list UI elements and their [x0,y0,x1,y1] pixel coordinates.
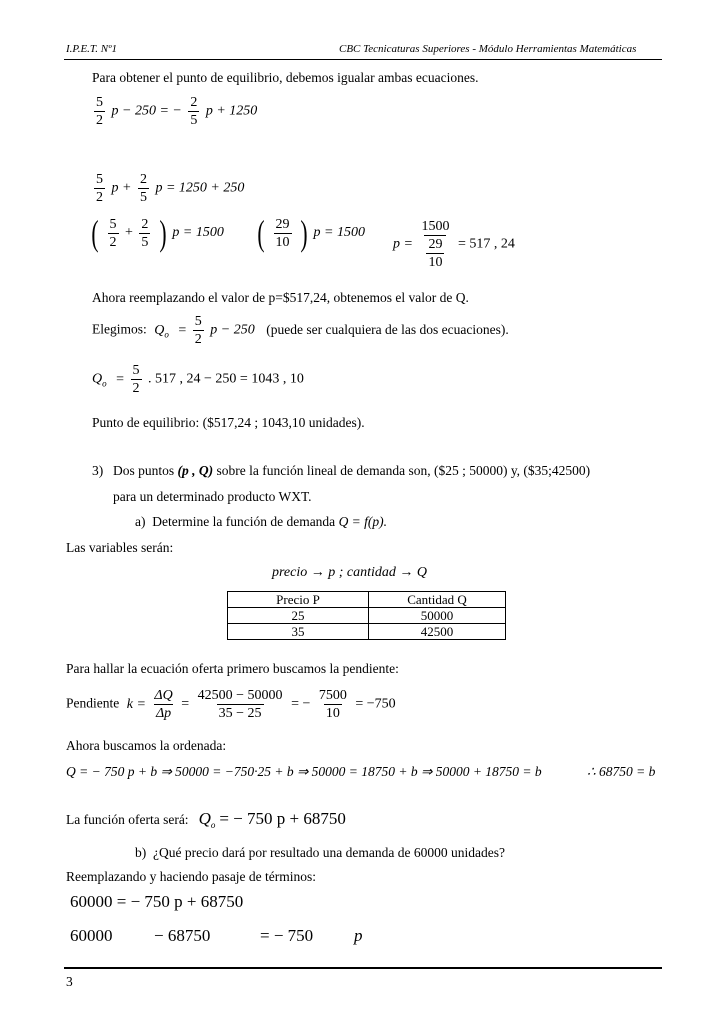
table-cell: 35 [228,624,369,640]
problem-3-line2: para un determinado producto WXT. [113,489,312,504]
intercept-equation: Q = − 750 p + b ⇒ 50000 = −750·25 + b ⇒ 50000 = 18750 + b ⇒ 50000 + 18750 = b [66,764,542,779]
equation-3b: ( $\frac{29}{10}$ ) p = 1500 [257,213,365,253]
choose-equation: Elegimos: $Q_o$ = $\frac{5}{2}$ p − 250 (puede ser cualquiera de las dos ecuaciones). [92,314,509,347]
problem-3-text: Dos puntos (p , Q) sobre la función lineal de demanda son, ($25 ; 50000) y, ($35;42500) [113,463,591,478]
variables-line: precio → p ; cantidad → Q [272,565,428,580]
intro-text: Para obtener el punto de equilibrio, debemos igualar ambas ecuaciones. [92,70,479,85]
intercept-intro: Ahora buscamos la ordenada: [66,738,227,753]
problem-3-number: 3) [92,463,104,478]
variables-label: Las variables serán: [66,540,174,555]
replace-text: Ahora reemplazando el valor de p=$517,24, obtenemos el valor de Q. [92,290,469,305]
slope-equation: Pendiente k = $\frac{\Delta Q}{\Delta p}$ = $\frac{42500 - 50000}{35 - 25}$ = − $\frac{7500}{10}$ = −750 [66,688,396,721]
function-line: La función oferta será: $Q_o$ = − 750 p + 68750 [66,809,346,831]
page-number: 3 [66,974,73,989]
table-header: Precio P [228,592,369,608]
intercept-result: ∴ 68750 = b [587,764,656,779]
table-cell: 25 [228,608,369,624]
equation-3c: p = 1500 29 10 = 517 , 24 [393,219,515,270]
part-b: b) ¿Qué precio dará por resultado una demanda de 60000 unidades? [135,845,505,860]
slope-intro: Para hallar la ecuación oferta primero buscamos la pendiente: [66,661,399,676]
footer-rule [64,967,662,969]
equation-2: $\frac{5}{2}$ p + $\frac{2}{5}$ p = 1250 + 250 [96,172,245,205]
table-header-row [228,592,506,608]
table-header: Cantidad Q [369,592,506,608]
qo-equation: $Q_o$ = $\frac{5}{2}$ . 517 , 24 − 250 = 1043 , 10 [92,363,304,396]
header-right: CBC Tecnicaturas Superiores - Módulo Herramientas Matemáticas [339,43,637,55]
equation-3a: ( $\frac{5}{2}$ + $\frac{2}{5}$ ) p = 1500 [91,213,224,253]
table-cell: 42500 [369,624,506,640]
pasaje-text: Reemplazando y haciendo pasaje de términos: [66,869,317,884]
equilibrium-text: Punto de equilibrio: ($517,24 ; 1043,10 unidades). [92,415,365,430]
table-row [228,624,506,640]
price-quantity-table [227,591,506,640]
header-rule [64,59,662,60]
header-left: I.P.E.T. Nº1 [66,43,117,55]
part-a: a) Determine la función de demanda Q = f(p). [135,514,388,529]
final-equation-1: 60000 = − 750 p + 68750 [70,892,244,911]
table-cell: 50000 [369,608,506,624]
table-row [228,608,506,624]
equation-1: $\frac{5}{2}$ p − 250 = − $\frac{2}{5}$ p + 1250 [96,95,258,128]
